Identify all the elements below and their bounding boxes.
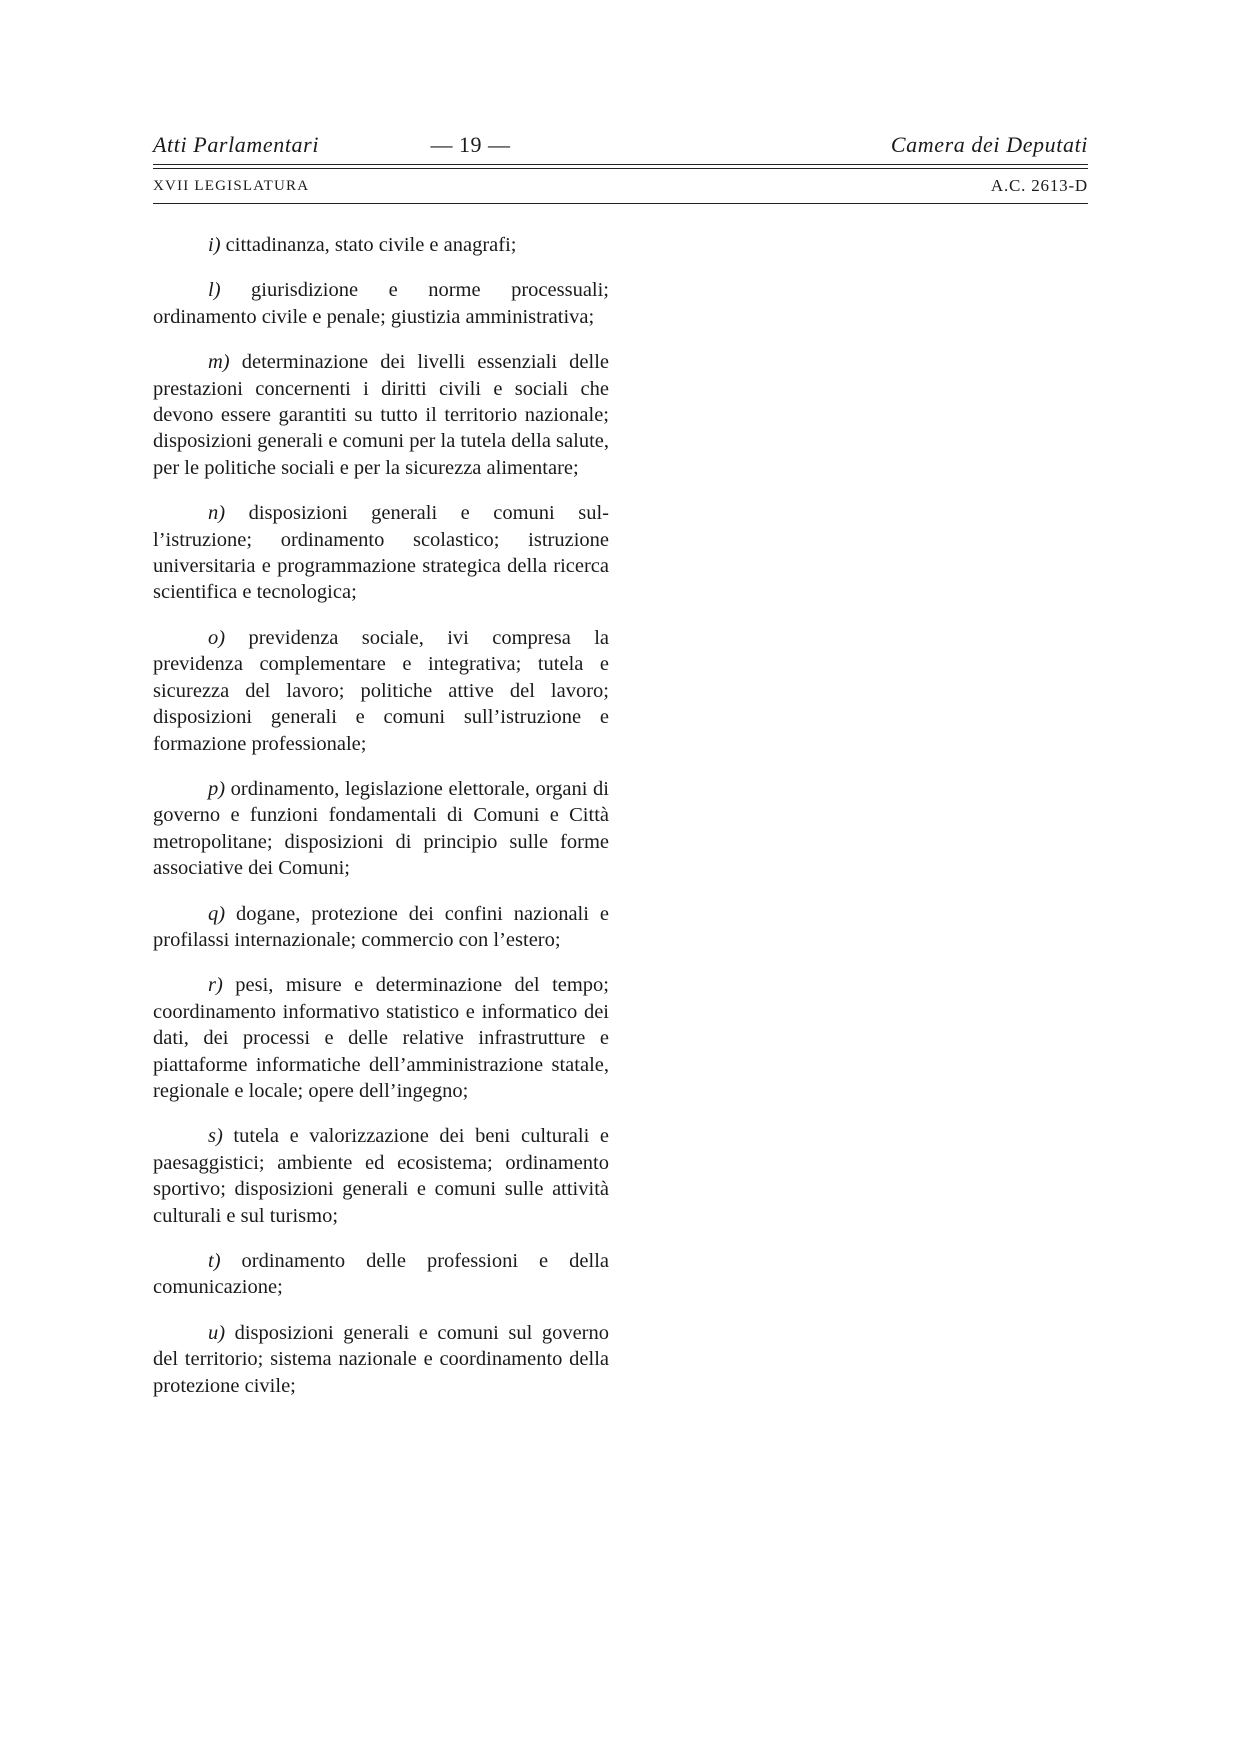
- item-text: ordinamento delle professioni e della comunicazione;: [153, 1250, 609, 1299]
- list-item: [153, 500, 609, 606]
- list-item: [153, 625, 609, 757]
- item-text: determinazione dei livelli essenziali delle prestazioni concernenti i diritti civili e sociali che devono essere garantiti su tutto il territorio nazionale; disposizioni generali e comuni per la tutela della salute, per le politiche sociali e per la sicurezza alimentare;: [153, 351, 609, 479]
- act-number: A.C. 2613-D: [990, 176, 1088, 195]
- list-item: [153, 277, 609, 330]
- item-label: q): [208, 902, 226, 925]
- item-label: m): [208, 351, 230, 374]
- item-label: i): [208, 234, 221, 256]
- page-number: — 19 —: [430, 132, 511, 157]
- page-subheader: [153, 176, 1088, 198]
- list-item: [153, 901, 609, 954]
- item-text: disposizioni generali e comuni sull’istruzione; ordinamento scolastico; istruzione universitaria e programmazione strategica della ricerca scientifica e tecnologica;: [153, 502, 609, 604]
- item-text: dogane, protezione dei confini nazionali e profilassi internazionale; commercio con l’estero;: [153, 902, 609, 951]
- item-label: n): [208, 502, 226, 525]
- item-text: cittadinanza, stato civile e anagrafi;: [220, 234, 517, 256]
- item-label: p): [208, 777, 226, 800]
- page-header: [153, 128, 1088, 162]
- body-column: [153, 232, 609, 1418]
- list-item: [153, 776, 609, 882]
- header-double-rule: [153, 164, 1088, 169]
- item-text: disposizioni generali e comuni sul governo del territorio; sistema nazionale e coordinamento della protezione civile;: [153, 1321, 609, 1397]
- item-label: t): [208, 1250, 221, 1272]
- legislature-label: XVII LEGISLATURA: [153, 178, 310, 194]
- list-item: [153, 1248, 609, 1301]
- list-item: [153, 232, 609, 258]
- header-chamber: Camera dei Deputati: [890, 132, 1088, 157]
- item-text: ordinamento, legislazione elettorale, organi di governo e funzioni fondamentali di Comuni e Città metropolitane; disposizioni di principio sulle forme associative dei Comuni;: [153, 777, 609, 880]
- item-label: l): [208, 279, 221, 302]
- item-text: tutela e valorizzazione dei beni culturali e paesaggistici; ambiente ed ecosistema; ordinamento sportivo; disposizioni generali e comuni sulle attività culturali e sul turismo;: [153, 1125, 609, 1227]
- item-label: o): [208, 626, 226, 649]
- item-text: giurisdizione e norme processuali; ordinamento civile e penale; giustizia amministrativa;: [153, 279, 609, 328]
- item-label: u): [208, 1321, 226, 1344]
- list-item: [153, 1123, 609, 1229]
- item-label: r): [208, 974, 223, 997]
- list-item: [153, 972, 609, 1104]
- item-text: pesi, misure e determinazione del tempo; coordinamento informativo statistico e informatico dei dati, dei processi e delle relative infrastrutture e piattaforme informatiche dell’amministrazione statale, regionale e locale; opere dell’ingegno;: [153, 974, 609, 1102]
- header-publication: Atti Parlamentari: [153, 132, 320, 157]
- header-rule: [153, 203, 1088, 204]
- list-item: [153, 349, 609, 481]
- item-label: s): [208, 1125, 223, 1148]
- item-text: previdenza sociale, ivi compresa la previdenza complementare e integrativa; tutela e sicurezza del lavoro; politiche attive del lavoro; disposizioni generali e comuni sull’istruzione e formazione professionale;: [153, 626, 609, 755]
- list-item: [153, 1320, 609, 1399]
